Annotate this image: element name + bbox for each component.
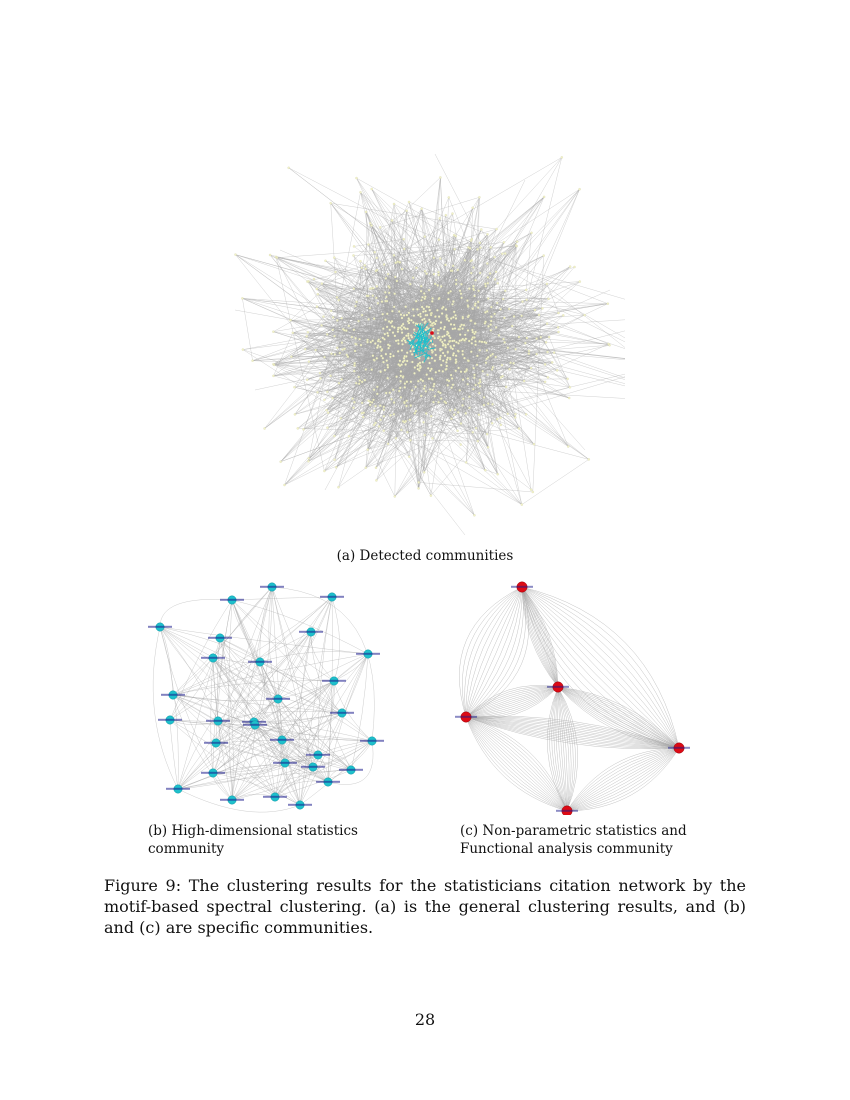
community-c-edges	[459, 587, 679, 811]
node-label-mark	[248, 661, 272, 663]
node-label-mark	[360, 740, 384, 742]
node-label-mark	[668, 747, 690, 749]
figure-a-network	[225, 150, 625, 540]
network-graph-overall	[225, 150, 625, 540]
node-label-mark	[288, 804, 312, 806]
node-label-mark	[316, 781, 340, 783]
node-label-mark	[306, 754, 330, 756]
node-label-mark	[301, 766, 325, 768]
node-label-mark	[266, 698, 290, 700]
node-label-mark	[201, 657, 225, 659]
node-label-mark	[339, 769, 363, 771]
node-label-mark	[243, 724, 267, 726]
caption-b: (b) High-dimensional statistics community	[148, 823, 358, 857]
node-label-mark	[166, 788, 190, 790]
figure-b-network	[140, 575, 390, 815]
node-label-mark	[511, 586, 533, 588]
figure-c-network	[452, 575, 697, 815]
node-label-mark	[220, 799, 244, 801]
figure-caption: Figure 9: The clustering results for the statisticians citation network by the motif-based spectral clustering. (a) is the general clustering results, and (b) and (c) are specific communities.	[104, 876, 746, 937]
edge-layer	[153, 587, 374, 812]
node-label-mark	[158, 719, 182, 721]
node-label-mark	[455, 716, 477, 718]
node-label-mark	[161, 694, 185, 696]
node-label-mark	[220, 599, 244, 601]
network-graph-high-dimensional	[140, 575, 390, 815]
node-label-mark	[260, 586, 284, 588]
node-label-mark	[263, 796, 287, 798]
node-label-mark	[322, 680, 346, 682]
edge-layer	[235, 154, 625, 535]
node-label-mark	[330, 712, 354, 714]
node-label-mark	[556, 810, 578, 812]
node-label-mark	[299, 631, 323, 633]
caption-a: (a) Detected communities	[336, 548, 514, 564]
network-graph-nonparametric	[452, 575, 697, 815]
node-label-mark	[148, 626, 172, 628]
node-label-mark	[206, 720, 230, 722]
node-label-mark	[273, 762, 297, 764]
node-label-mark	[204, 742, 228, 744]
node-label-mark	[201, 772, 225, 774]
caption-c: (c) Non-parametric statistics and Functional analysis community	[460, 823, 687, 857]
page-number: 28	[414, 1010, 436, 1029]
node-label-mark	[208, 637, 232, 639]
node-label-mark	[320, 596, 344, 598]
node-label-mark	[356, 653, 380, 655]
node-label-mark	[547, 686, 569, 688]
network-edges	[235, 154, 625, 535]
community-b-edges	[153, 587, 374, 812]
edge-layer	[459, 587, 679, 811]
highlighted-node	[430, 331, 434, 335]
node-label-mark	[270, 739, 294, 741]
